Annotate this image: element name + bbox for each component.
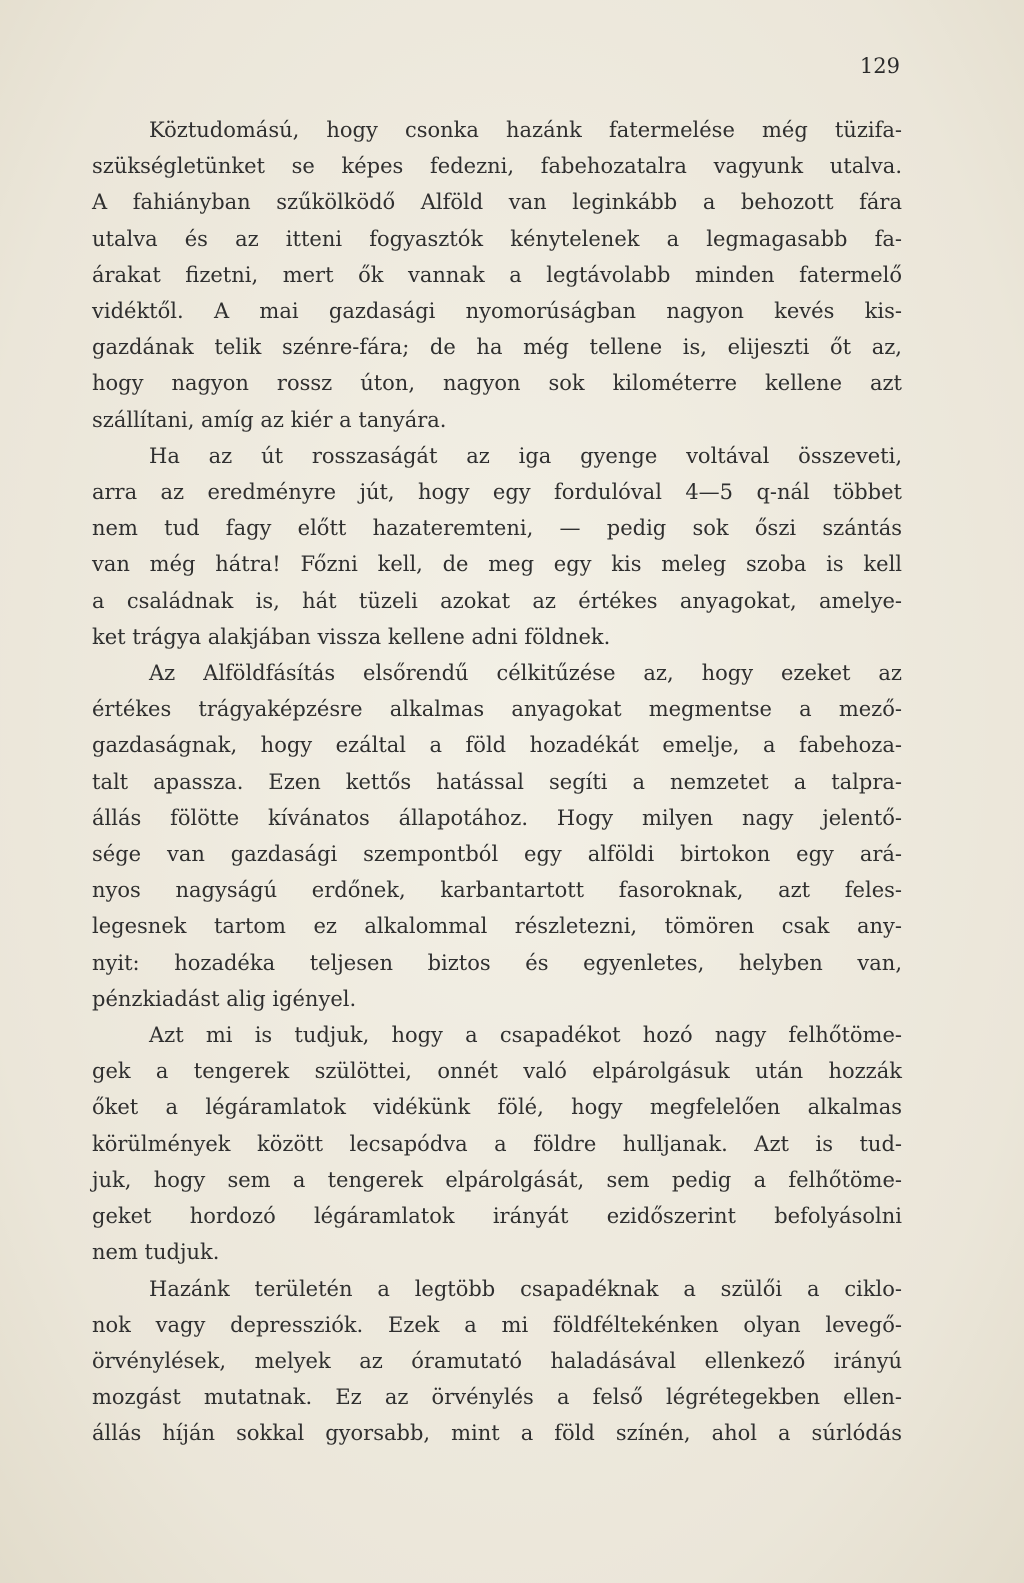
text-line: állás fölötte kívánatos állapotához. Hogy milyen nagy jelentő- (92, 805, 902, 830)
text-line: körülmények között lecsapódva a földre hulljanak. Azt is tud- (92, 1131, 902, 1156)
text-line: szállítani, amíg az kiér a tanyára. (92, 407, 447, 432)
text-line: Azt mi is tudjuk, hogy a csapadékot hozó nagy felhőtöme- (149, 1023, 902, 1048)
text-line: nok vagy depressziók. Ezek a mi földféltekénken olyan levegő- (92, 1312, 902, 1337)
paragraph (92, 438, 902, 655)
text-line: Hazánk területén a legtöbb csapadéknak a szülői a ciklo- (149, 1276, 902, 1301)
text-line: legesnek tartom ez alkalommal részletezni, tömören csak any- (92, 914, 902, 939)
paragraph (92, 1271, 902, 1452)
page-number: 129 (859, 54, 900, 78)
body-text (92, 112, 902, 1452)
text-line: nem tud fagy előtt hazateremteni, — pedig sok őszi szántás (92, 516, 902, 541)
text-line: ket trágya alakjában vissza kellene adni földnek. (92, 624, 611, 649)
text-line: árakat fizetni, mert ők vannak a legtávolabb minden fatermelő (92, 262, 902, 287)
text-line: sége van gazdasági szempontból egy alföldi birtokon egy ará- (92, 842, 902, 867)
paragraph (92, 1017, 902, 1270)
text-line: szükségletünket se képes fedezni, fabehozatalra vagyunk utalva. (92, 154, 902, 179)
text-line: örvénylések, melyek az óramutató haladásával ellenkező irányú (92, 1348, 902, 1373)
text-line: nyit: hozadéka teljesen biztos és egyenletes, helyben van, (92, 950, 902, 975)
text-line: arra az eredményre jút, hogy egy fordulóval 4—5 q-nál többet (92, 480, 902, 505)
text-line: Köztudomású, hogy csonka hazánk fatermelése még tüzifa- (149, 118, 902, 142)
text-line: talt apassza. Ezen kettős hatással segíti a nemzetet a talpra- (92, 769, 902, 794)
text-line: gazdának telik szénre-fára; de ha még tellene is, elijeszti őt az, (92, 335, 902, 360)
text-line: A fahiányban szűkölködő Alföld van leginkább a behozott fára (92, 190, 902, 215)
text-line: utalva és az itteni fogyasztók kénytelenek a legmagasabb fa- (92, 226, 902, 251)
text-line: geket hordozó légáramlatok irányát ezidőszerint befolyásolni (92, 1204, 902, 1229)
text-line: mozgást mutatnak. Ez az örvénylés a felső légrétegekben ellen- (92, 1385, 902, 1410)
text-line: Ha az út rosszaságát az iga gyenge voltával összeveti, (149, 443, 902, 468)
text-line: értékes trágyaképzésre alkalmas anyagokat megmentse a mező- (92, 697, 902, 722)
text-line: Az Alföldfásítás elsőrendű célkitűzése az, hogy ezeket az (149, 661, 902, 686)
text-line: a családnak is, hát tüzeli azokat az értékes anyagokat, amelye- (92, 588, 902, 613)
text-line: gazdaságnak, hogy ezáltal a föld hozadékát emelje, a fabehoza- (92, 733, 902, 758)
text-line: juk, hogy sem a tengerek elpárolgását, sem pedig a felhőtöme- (92, 1167, 902, 1192)
text-line: őket a légáramlatok vidékünk fölé, hogy megfelelően alkalmas (92, 1095, 902, 1120)
text-line: van még hátra! Főzni kell, de meg egy kis meleg szoba is kell (92, 552, 902, 577)
text-line: vidéktől. A mai gazdasági nyomorúságban nagyon kevés kis- (92, 299, 902, 324)
text-line: pénzkiadást alig igényel. (92, 986, 357, 1011)
text-line: gek a tengerek szülöttei, onnét való elpárolgásuk után hozzák (92, 1059, 902, 1084)
text-line: nem tudjuk. (92, 1240, 220, 1265)
text-line: hogy nagyon rossz úton, nagyon sok kilométerre kellene azt (92, 371, 902, 396)
paragraph (92, 112, 902, 438)
text-line: állás híján sokkal gyorsabb, mint a föld színén, ahol a súrlódás (92, 1421, 902, 1446)
text-line: nyos nagyságú erdőnek, karbantartott fasoroknak, azt feles- (92, 878, 902, 903)
paragraph (92, 655, 902, 1017)
